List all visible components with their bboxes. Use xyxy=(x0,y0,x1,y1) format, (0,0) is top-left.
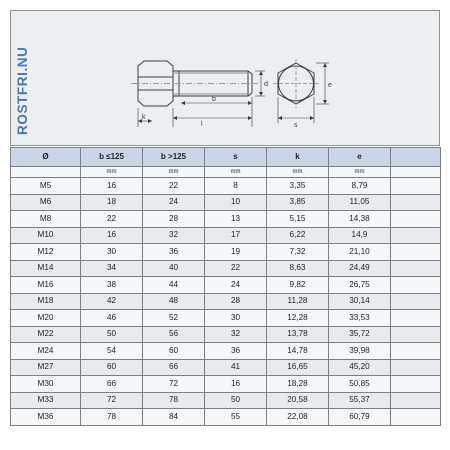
cell-e: 14,38 xyxy=(329,211,391,228)
table-row xyxy=(11,359,441,376)
unit-cell xyxy=(391,167,441,178)
cell-e: 8,79 xyxy=(329,178,391,195)
cell-e: 30,14 xyxy=(329,293,391,310)
cell-k: 3,35 xyxy=(267,178,329,195)
cell-b-short: 38 xyxy=(81,277,143,294)
cell-size: M24 xyxy=(11,343,81,360)
cell-k: 12,28 xyxy=(267,310,329,327)
cell-b-long: 32 xyxy=(143,227,205,244)
cell-k: 3,85 xyxy=(267,194,329,211)
cell-b-long: 48 xyxy=(143,293,205,310)
cell-k: 5,15 xyxy=(267,211,329,228)
table-row xyxy=(11,178,441,195)
cell-size: M20 xyxy=(11,310,81,327)
cell-k: 16,65 xyxy=(267,359,329,376)
technical-drawing-panel xyxy=(10,10,440,146)
table-row xyxy=(11,409,441,426)
cell-e: 55,37 xyxy=(329,392,391,409)
table-header-row xyxy=(11,148,441,167)
cell-b-short: 54 xyxy=(81,343,143,360)
cell-b-short: 18 xyxy=(81,194,143,211)
cell-k: 22,08 xyxy=(267,409,329,426)
cell-size: M33 xyxy=(11,392,81,409)
hex-dim-arrows xyxy=(278,63,327,120)
cell-e: 35,72 xyxy=(329,326,391,343)
cell-s: 28 xyxy=(205,293,267,310)
cell-size: M30 xyxy=(11,376,81,393)
cell-e: 14,9 xyxy=(329,227,391,244)
cell-s: 36 xyxy=(205,343,267,360)
cell-s: 16 xyxy=(205,376,267,393)
cell-empty xyxy=(391,409,441,426)
cell-k: 14,78 xyxy=(267,343,329,360)
cell-s: 22 xyxy=(205,260,267,277)
cell-size: M14 xyxy=(11,260,81,277)
cell-size: M10 xyxy=(11,227,81,244)
table-row xyxy=(11,194,441,211)
cell-b-short: 22 xyxy=(81,211,143,228)
brand-text: ROSTFRI.NU xyxy=(15,46,30,135)
table-row xyxy=(11,227,441,244)
cell-b-short: 30 xyxy=(81,244,143,261)
cell-size: M5 xyxy=(11,178,81,195)
dim-d-label: d xyxy=(264,81,268,88)
cell-b-short: 72 xyxy=(81,392,143,409)
cell-e: 39,98 xyxy=(329,343,391,360)
cell-b-long: 84 xyxy=(143,409,205,426)
cell-size: M8 xyxy=(11,211,81,228)
cell-s: 13 xyxy=(205,211,267,228)
cell-empty xyxy=(391,277,441,294)
header-e: e xyxy=(329,148,391,167)
cell-b-short: 78 xyxy=(81,409,143,426)
cell-s: 24 xyxy=(205,277,267,294)
dim-k-label: k xyxy=(142,114,146,121)
cell-empty xyxy=(391,178,441,195)
cell-b-long: 60 xyxy=(143,343,205,360)
cell-empty xyxy=(391,260,441,277)
unit-cell: mm xyxy=(81,167,143,178)
cell-k: 7,32 xyxy=(267,244,329,261)
cell-b-long: 24 xyxy=(143,194,205,211)
cell-size: M22 xyxy=(11,326,81,343)
table-row xyxy=(11,293,441,310)
cell-empty xyxy=(391,359,441,376)
cell-s: 19 xyxy=(205,244,267,261)
cell-b-short: 34 xyxy=(81,260,143,277)
cell-b-long: 22 xyxy=(143,178,205,195)
cell-s: 41 xyxy=(205,359,267,376)
cell-b-long: 40 xyxy=(143,260,205,277)
cell-k: 9,82 xyxy=(267,277,329,294)
header-s: s xyxy=(205,148,267,167)
bolt-drawing xyxy=(11,11,441,147)
dim-l-label: l xyxy=(201,121,203,128)
cell-empty xyxy=(391,244,441,261)
cell-size: M36 xyxy=(11,409,81,426)
header-b-short: b ≤125 xyxy=(81,148,143,167)
cell-empty xyxy=(391,227,441,244)
cell-empty xyxy=(391,211,441,228)
dim-e-label: e xyxy=(328,82,332,89)
cell-size: M27 xyxy=(11,359,81,376)
cell-e: 11,05 xyxy=(329,194,391,211)
cell-k: 18,28 xyxy=(267,376,329,393)
units-row xyxy=(11,167,441,178)
cell-b-short: 16 xyxy=(81,178,143,195)
table-row xyxy=(11,244,441,261)
cell-empty xyxy=(391,376,441,393)
table-row xyxy=(11,392,441,409)
cell-b-long: 56 xyxy=(143,326,205,343)
table-row xyxy=(11,376,441,393)
cell-b-short: 42 xyxy=(81,293,143,310)
table-row xyxy=(11,310,441,327)
cell-e: 21,10 xyxy=(329,244,391,261)
cell-b-long: 66 xyxy=(143,359,205,376)
table-body xyxy=(11,178,441,426)
spec-table xyxy=(10,147,441,426)
cell-b-short: 46 xyxy=(81,310,143,327)
cell-size: M6 xyxy=(11,194,81,211)
cell-empty xyxy=(391,293,441,310)
cell-b-short: 66 xyxy=(81,376,143,393)
cell-b-short: 50 xyxy=(81,326,143,343)
cell-size: M18 xyxy=(11,293,81,310)
cell-k: 20,58 xyxy=(267,392,329,409)
cell-e: 33,53 xyxy=(329,310,391,327)
unit-cell: mm xyxy=(143,167,205,178)
table-row xyxy=(11,326,441,343)
header-b-long: b >125 xyxy=(143,148,205,167)
cell-e: 45,20 xyxy=(329,359,391,376)
cell-e: 26,75 xyxy=(329,277,391,294)
unit-cell xyxy=(11,167,81,178)
header-empty xyxy=(391,148,441,167)
bolt-end-view xyxy=(273,59,329,123)
dim-arrows xyxy=(138,71,263,123)
cell-s: 55 xyxy=(205,409,267,426)
cell-b-long: 36 xyxy=(143,244,205,261)
cell-s: 10 xyxy=(205,194,267,211)
cell-b-long: 78 xyxy=(143,392,205,409)
cell-empty xyxy=(391,194,441,211)
cell-k: 11,28 xyxy=(267,293,329,310)
brand-logo xyxy=(11,11,35,137)
cell-s: 32 xyxy=(205,326,267,343)
cell-size: M12 xyxy=(11,244,81,261)
cell-b-long: 28 xyxy=(143,211,205,228)
cell-e: 50,85 xyxy=(329,376,391,393)
cell-empty xyxy=(391,343,441,360)
table-row xyxy=(11,260,441,277)
cell-b-long: 72 xyxy=(143,376,205,393)
cell-empty xyxy=(391,326,441,343)
cell-empty xyxy=(391,310,441,327)
header-k: k xyxy=(267,148,329,167)
cell-b-long: 52 xyxy=(143,310,205,327)
cell-k: 8,63 xyxy=(267,260,329,277)
unit-cell: mm xyxy=(205,167,267,178)
cell-b-long: 44 xyxy=(143,277,205,294)
cell-s: 17 xyxy=(205,227,267,244)
bolt-side-view xyxy=(131,61,265,127)
cell-e: 24,49 xyxy=(329,260,391,277)
table-row xyxy=(11,211,441,228)
cell-b-short: 16 xyxy=(81,227,143,244)
cell-s: 50 xyxy=(205,392,267,409)
cell-s: 8 xyxy=(205,178,267,195)
cell-k: 13,78 xyxy=(267,326,329,343)
cell-b-short: 60 xyxy=(81,359,143,376)
table-row xyxy=(11,343,441,360)
unit-cell: mm xyxy=(329,167,391,178)
dim-s-label: s xyxy=(294,122,298,129)
cell-size: M16 xyxy=(11,277,81,294)
dim-b-label: b xyxy=(212,96,216,103)
header-diameter: Ø xyxy=(11,148,81,167)
unit-cell: mm xyxy=(267,167,329,178)
cell-empty xyxy=(391,392,441,409)
table-row xyxy=(11,277,441,294)
cell-k: 6,22 xyxy=(267,227,329,244)
cell-e: 60,79 xyxy=(329,409,391,426)
cell-s: 30 xyxy=(205,310,267,327)
